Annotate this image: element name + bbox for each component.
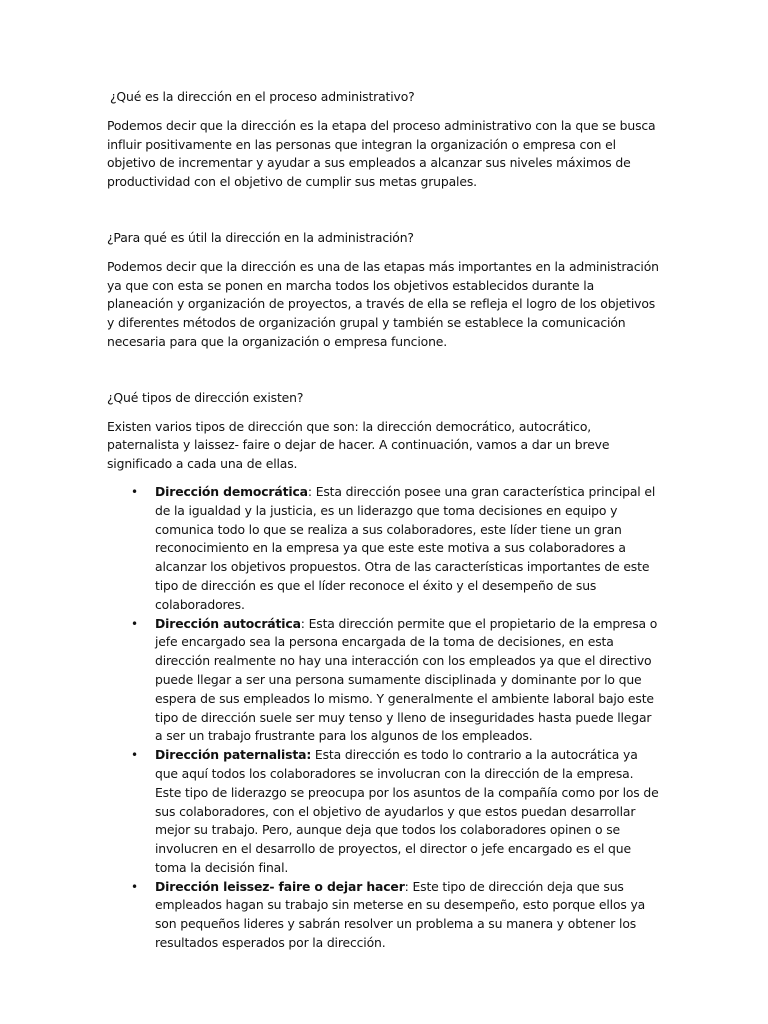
list-item: [107, 878, 662, 953]
list-item-term: Dirección democrática: [155, 483, 308, 499]
list-item-text: Esta dirección es todo lo contrario a la autocrática ya que aquí todos los colaboradores se involucran con la dirección de la empresa. Este tipo de liderazgo se preocupa por los asuntos de la compañía como por los de sus colaboradores, con el objetivo de ayudarlos y que estos puedan desarrollar mejor su trabajo. Pero, aunque deja que todos los colaboradores opinen o se involucren en el desarrollo de proyectos, el director o jefe encargado es el que toma la decisión final.: [155, 747, 659, 875]
section-question: ¿Para qué es útil la dirección en la administración?: [107, 229, 414, 245]
list-item-term: Dirección leissez- faire o dejar hacer: [155, 878, 405, 894]
list-item-separator: :: [300, 615, 305, 631]
bullet-icon: •: [131, 879, 138, 894]
list-item-text: Esta dirección permite que el propietario de la empresa o jefe encargado sea la persona encargada de la toma de decisiones, en esta dirección realmente no hay una interacción con los empleados ya que el directivo puede llegar a ser una persona sumamente disciplinada y dominante por lo que espera de sus empleados lo mismo. Y generalmente el ambiente laboral bajo este tipo de dirección suele ser muy tenso y lleno de inseguridades hasta puede llegar a ser un trabajo frustrante para los algunos de los empleados.: [155, 615, 658, 744]
list-item: [107, 615, 662, 747]
list-item-text: Esta dirección posee una gran característica principal el de la igualdad y la justicia, es un liderazgo que toma decisiones en equipo y comunica todo lo que se realiza a sus colaboradores, este líder tiene un gran reconocimiento en la empresa ya que este este motiva a sus colaboradores a alcanzar los objetivos propuestos. Otra de las características importantes de este tipo de dirección es que el líder reconoce el éxito y el desempeño de sus colaboradores.: [155, 483, 656, 612]
list-item-separator: :: [404, 878, 409, 894]
bullet-icon: •: [131, 616, 138, 631]
section-question: ¿Qué tipos de dirección existen?: [107, 389, 304, 405]
direction-types-list: [107, 483, 662, 953]
bullet-icon: •: [131, 484, 138, 499]
list-item-term: Dirección autocrática: [155, 615, 301, 631]
bullet-icon: •: [131, 748, 138, 763]
document-body: [107, 88, 662, 953]
section-answer: Existen varios tipos de dirección que son: la dirección democrático, autocrático, paternalista y laissez- faire o dejar de hacer. A continuación, vamos a dar un breve significado a cada una de ellas.: [107, 418, 610, 472]
section-question: ¿Qué es la dirección en el proceso administrativo?: [110, 89, 415, 104]
list-item-term: Dirección paternalista:: [155, 747, 312, 763]
list-item: [107, 746, 662, 878]
section-answer: Podemos decir que la dirección es la etapa del proceso administrativo con la que se busca influir positivamente en las personas que integran la organización o empresa con el objetivo de incrementar y ayudar a sus empleados a alcanzar sus niveles máximos de productividad con el objetivo de cumplir sus metas grupales.: [107, 117, 656, 190]
list-item-text: Este tipo de dirección deja que sus empleados hagan su trabajo sin meterse en su desempeño, esto porque ellos ya son pequeños lideres y sabrán resolver un problema a su manera y obtener los resultados esperados por la dirección.: [155, 878, 646, 951]
section-answer: Podemos decir que la dirección es una de las etapas más importantes en la administración ya que con esta se ponen en marcha todos los objetivos establecidos durante la planeación y organización de proyectos, a través de ella se refleja el logro de los objetivos y diferentes métodos de organización grupal y también se establece la comunicación necesaria para que la organización o empresa funcione.: [107, 258, 659, 349]
list-item-separator: :: [307, 483, 312, 499]
list-item: [107, 483, 662, 615]
